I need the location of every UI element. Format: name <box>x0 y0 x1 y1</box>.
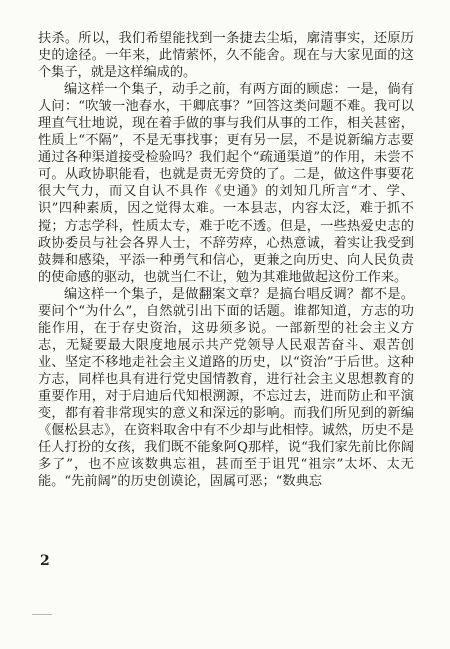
body-text <box>38 30 414 490</box>
scan-mark <box>32 614 52 615</box>
paragraph-purpose: 编这样一个集子，是做翻案文章？是搞台唱反调？都不是。要问个“为什么”，自然就引出下面的话题。谁都知道，方志的功能作用，在于存史资治，这毋须多说。一部新型的社会主义方志，无疑要最大限度地展示共产党领导人民艰苦奋斗、艰苦创业、坚定不移地走社会主义道路的历史，以“资治”于后世。这种方志，同样也具有进行党史国情教育，进行社会主义思想教育的重要作用，对于启迪后代知根溯源，不忘过去，进而防止和平演变，都有着非常现实的意义和深远的影响。而我们所见到的新编《偃松县志》，在资料取舍中有不少却与此相悖。诚然，历史不是任人打扮的女孩，我们既不能象阿Q那样，说“我们家先前比你阔多了”，也不应该数典忘祖，甚而至于诅咒“祖宗”太坏、太无能。“先前阔”的历史创谟论，固属可恶；“数典忘 <box>38 286 414 490</box>
paragraph-continuation: 扶杀。所以，我们希望能找到一条捷去尘垢，廓清事实，还原历史的途径。一年来，此情萦怀，久不能舍。现在与大家见面的这个集子，就是这样编成的。 <box>38 31 414 81</box>
page-number: 2 <box>40 553 50 569</box>
paragraph-concerns: 编这样一个集子，动手之前，有两方面的顾虑：一是，倘有人问：“吹皱一池春水，干卿底事？”回答这类问题不难。我可以理直气壮地说，现在着手做的事与我们从事的工作，相关甚密，性质上“不隔”，不是无事找事；更有另一层，不是说新编方志要通过各种渠道接受检验吗？我们起个“疏通渠道”的作用，未尝不可。从政协职能看，也就是责无旁贷的了。二是，做这件事要花很大气力，而又自认不具作《史通》的刘知几所言“才、学、识”四种素质，因之觉得太难。一本县志，内容太泛，难于抓不搅；方志学科，性质太专，难于吃不透。但是，一些热爱史志的政协委员与社会各界人士，不辞劳瘁，心热意诚，着实让我受到鼓舞和感染，平添一种勇气和信心，更兼之向历史、向人民负责的使命感的驱动，也就当仁不让，勉为其难地做起这份工作来。 <box>38 82 414 285</box>
